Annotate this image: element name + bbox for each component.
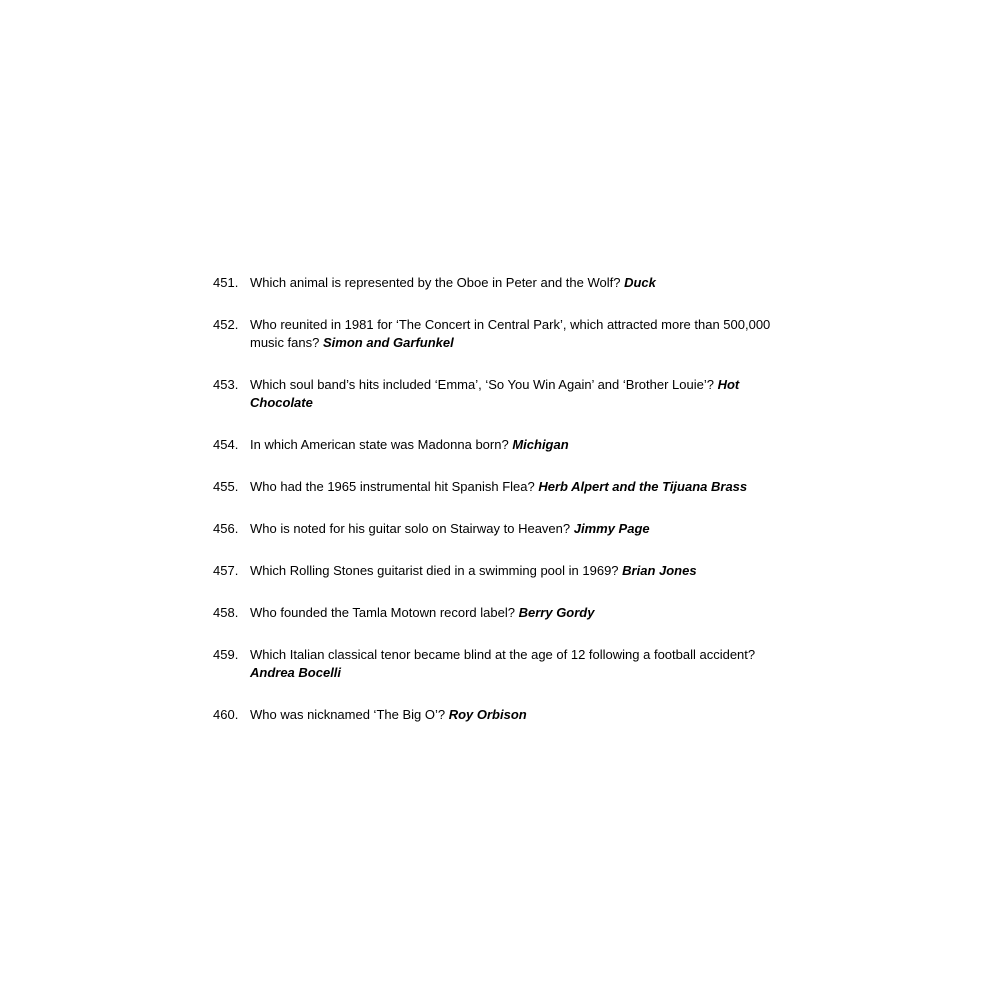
quiz-item-460: [213, 706, 803, 724]
question-body: [250, 316, 803, 352]
question-number: 452.: [213, 317, 239, 332]
question-body: [250, 376, 803, 412]
question-body: [250, 646, 803, 682]
quiz-item-452: [213, 316, 803, 352]
answer-text: Duck: [624, 275, 656, 290]
question-text: Who was nicknamed ‘The Big O’?: [250, 707, 446, 722]
quiz-item-451: [213, 274, 803, 292]
quiz-item-455: [213, 478, 803, 496]
quiz-item-459: [213, 646, 803, 682]
question-number: 460.: [213, 707, 239, 722]
question-number: 457.: [213, 563, 239, 578]
question-text: Who had the 1965 instrumental hit Spanish Flea?: [250, 479, 535, 494]
answer-text: Jimmy Page: [573, 521, 650, 536]
quiz-question-list: [213, 274, 803, 724]
quiz-item-454: [213, 436, 803, 454]
question-number: 456.: [213, 521, 239, 536]
question-text: Which soul band’s hits included ‘Emma’, ‘So You Win Again’ and ‘Brother Louie’?: [250, 377, 714, 392]
question-body: [250, 604, 803, 622]
question-body: [250, 436, 803, 454]
answer-text: Brian Jones: [622, 563, 697, 578]
question-number: 454.: [213, 437, 239, 452]
quiz-item-453: [213, 376, 803, 412]
question-body: [250, 562, 803, 580]
question-number: 459.: [213, 647, 239, 662]
answer-text: Hot Chocolate: [250, 377, 740, 410]
quiz-item-457: [213, 562, 803, 580]
question-text: Who is noted for his guitar solo on Stairway to Heaven?: [250, 521, 571, 536]
question-text: Who reunited in 1981 for ‘The Concert in Central Park’, which attracted more than 500,000 music fans?: [250, 317, 771, 350]
question-text: In which American state was Madonna born?: [250, 437, 509, 452]
answer-text: Andrea Bocelli: [250, 665, 342, 680]
question-number: 453.: [213, 377, 239, 392]
question-text: Which animal is represented by the Oboe in Peter and the Wolf?: [250, 275, 621, 290]
answer-text: Roy Orbison: [448, 707, 527, 722]
quiz-item-456: [213, 520, 803, 538]
question-number: 451.: [213, 275, 239, 290]
question-body: [250, 478, 803, 496]
question-text: Who founded the Tamla Motown record label?: [250, 605, 515, 620]
answer-text: Herb Alpert and the Tijuana Brass: [538, 479, 748, 494]
answer-text: Berry Gordy: [518, 605, 595, 620]
quiz-item-458: [213, 604, 803, 622]
question-body: [250, 274, 803, 292]
question-text: Which Rolling Stones guitarist died in a swimming pool in 1969?: [250, 563, 619, 578]
question-number: 455.: [213, 479, 239, 494]
question-body: [250, 520, 803, 538]
question-text: Which Italian classical tenor became blind at the age of 12 following a football accident?: [250, 647, 756, 662]
answer-text: Simon and Garfunkel: [323, 335, 454, 350]
answer-text: Michigan: [512, 437, 569, 452]
question-number: 458.: [213, 605, 239, 620]
question-body: [250, 706, 803, 724]
